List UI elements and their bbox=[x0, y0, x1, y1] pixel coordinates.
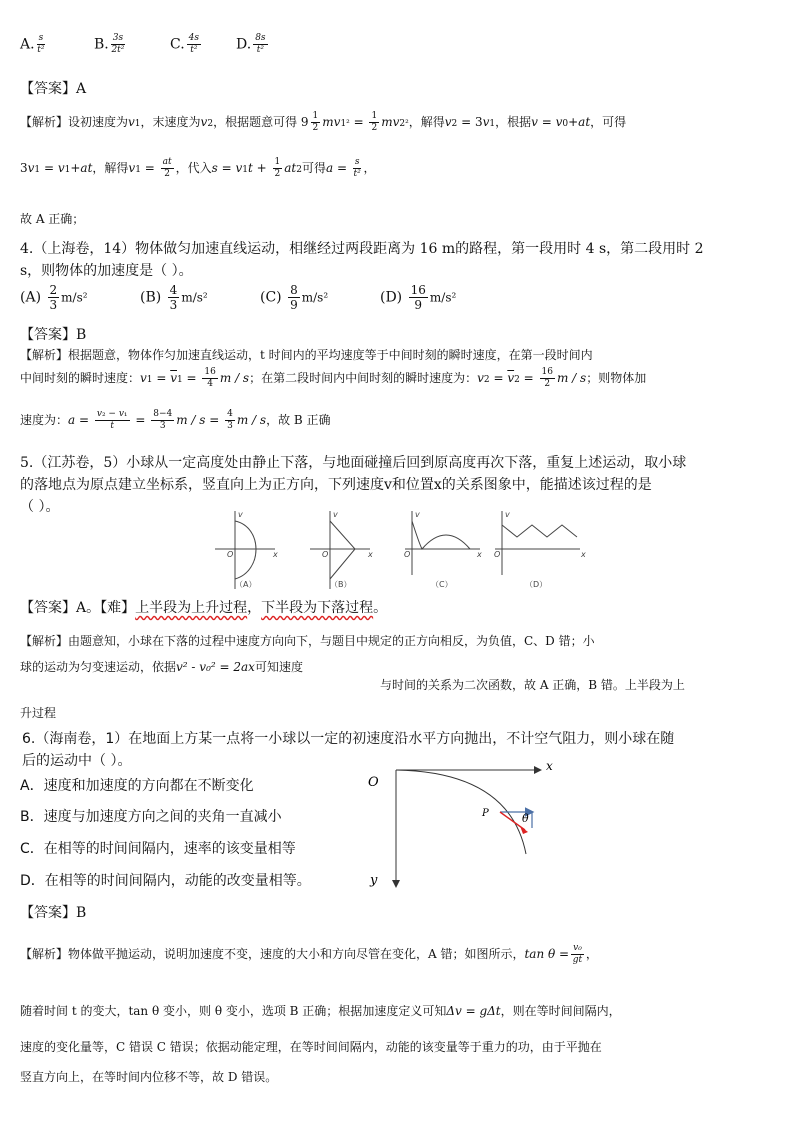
figure-angle-label: θ bbox=[522, 812, 529, 825]
graph-b-label: （B） bbox=[330, 580, 352, 589]
q6-stem-line1: 6.（海南卷，1）在地面上方某一点将一小球以一定的初速度沿水平方向抛出，不计空气阻力，则小球在随 bbox=[22, 731, 675, 747]
q4-option-a: (A) $\frac{2}{3}$ m/s² bbox=[20, 283, 88, 312]
prev-conclusion: 故 A 正确； bbox=[20, 212, 85, 226]
figure-y-label: y bbox=[370, 873, 378, 888]
q5-stem-line1: 5.（江苏卷，5）小球从一定高度处由静止下落，与地面碰撞后回到原高度再次下落，重复上述运动，取小球 bbox=[20, 455, 687, 471]
q4-analysis-line3: 速度为：a = $\frac{\text{v₂ − v₁}}{t}$ = $\frac{8-4}{3}$ m / s = $\frac{4}{3}$ m / s，故 B 正确 bbox=[20, 409, 331, 431]
prev-option-d: D. $\frac{8s}{\text{t²}}$ bbox=[236, 33, 266, 55]
q5-stem-line3: （ ）。 bbox=[20, 499, 60, 515]
prev-options bbox=[20, 28, 320, 58]
q4-stem-line2: s，则物体的加速度是（ ）。 bbox=[20, 263, 193, 279]
prev-analysis-line2: 3v1 = v1+at，解得v1 = $\frac{at}{2}$ ，代入s = v1t + $\frac{1}{2}$ at2可得a = $\frac{s}{\text{t²}}$ ， bbox=[20, 157, 376, 179]
figure-point-label: P bbox=[482, 808, 489, 819]
graph-d-label: （D） bbox=[525, 580, 548, 589]
graph-c-label: （C） bbox=[431, 580, 453, 589]
q5-stem-line2: 的落地点为原点建立坐标系，竖直向上为正方向，下列速度v和位置x的关系图象中，能描述该过程的是 bbox=[20, 477, 652, 493]
q4-analysis-line1: 【解析】根据题意，物体作匀加速直线运动，t 时间内的平均速度等于中间时刻的瞬时速度，在第一段时间内 bbox=[20, 348, 593, 362]
prev-option-c: C. $\frac{4s}{\text{t²}}$ bbox=[170, 33, 200, 55]
q6-option-c: C．在相等的时间间隔内，速率的该变量相等 bbox=[20, 841, 296, 857]
prev-answer: 【答案】A bbox=[20, 81, 87, 97]
q6-projectile-figure bbox=[360, 758, 560, 890]
q6-answer: 【答案】B bbox=[20, 905, 87, 921]
q6-option-b: B．速度与加速度方向之间的夹角一直减小 bbox=[20, 809, 282, 825]
q4-option-b: (B) $\frac{4}{3}$ m/s² bbox=[140, 283, 208, 312]
q6-analysis-line1: 【解析】物体做平抛运动，说明加速度不变，速度的大小和方向尽管在变化，A 错；如图所示，tan θ = $\frac{\text{v₀}}{gt}$ ， bbox=[20, 943, 598, 965]
q4-option-c: (C) $\frac{8}{9}$ m/s² bbox=[260, 283, 329, 312]
q6-stem-line2: 后的运动中（ ）。 bbox=[22, 753, 132, 769]
graph-b-x-label: x bbox=[368, 550, 373, 559]
graph-b-v-label: v bbox=[333, 510, 338, 519]
q5-graphs-figure bbox=[205, 505, 595, 595]
q6-analysis-line2: 随着时间 t 的变大，tan θ 变小，则 θ 变小，选项 B 正确；根据加速度定义可知Δv = gΔt，则在等时间间隔内， bbox=[20, 1004, 621, 1018]
q4-options bbox=[20, 280, 500, 320]
q5-analysis-line2a: 球的运动为匀变速运动，依据v² - v₀² = 2ax可知速度 bbox=[20, 660, 303, 674]
q6-analysis-line4: 竖直方向上，在等时间内位移不等，故 D 错误。 bbox=[20, 1070, 278, 1084]
prev-option-b: B. $\frac{3s}{\text{2t²}}$ bbox=[94, 33, 125, 55]
q5-analysis-line1: 【解析】由题意知，小球在下落的过程中速度方向向下，与题目中规定的正方向相反，为负值，C、D 错；小 bbox=[20, 634, 595, 648]
q4-stem-line1: 4.（上海卷，14）物体做匀加速直线运动，相继经过两段距离为 16 m的路程，第一段用时 4 s，第二段用时 2 bbox=[20, 241, 704, 257]
q4-option-d: (D) $\frac{16}{9}$ m/s² bbox=[380, 283, 457, 312]
prev-analysis-line1: 【解析】设初速度为v1，末速度为v2，根据题意可得 9 $\frac{1}{2}$ mv1² = $\frac{1}{2}$ mv2²，解得v2 = 3v1，根据v = v0+at，可得 bbox=[20, 111, 627, 133]
graph-a-origin: O bbox=[227, 550, 234, 559]
prev-option-a: A. $\frac{s}{\text{t²}}$ bbox=[20, 33, 45, 55]
figure-origin-label: O bbox=[368, 775, 379, 790]
q5-answer-note-b: 下半段为下落过程 bbox=[261, 600, 374, 616]
q4-answer: 【答案】B bbox=[20, 327, 87, 343]
q6-option-a: A．速度和加速度的方向都在不断变化 bbox=[20, 778, 254, 794]
q6-option-d: D．在相等的时间间隔内，动能的改变量相等。 bbox=[20, 873, 311, 889]
q5-answer-note-a: 上半段为上升过程 bbox=[135, 600, 248, 616]
graph-d-v-label: v bbox=[505, 510, 510, 519]
graph-b-origin: O bbox=[322, 550, 329, 559]
graph-a-label: （A） bbox=[235, 580, 257, 589]
graph-c-x-label: x bbox=[477, 550, 482, 559]
figure-x-label: x bbox=[546, 759, 553, 773]
q5-analysis-line3: 升过程 bbox=[20, 706, 57, 720]
graph-d-x-label: x bbox=[581, 550, 586, 559]
graph-c-v-label: v bbox=[415, 510, 420, 519]
graph-d-origin: O bbox=[494, 550, 501, 559]
graph-a-v-label: v bbox=[238, 510, 243, 519]
q4-analysis-line2: 中间时刻的瞬时速度：$v1 = \overline{v}1$ = $\frac{16}{4}$ m / s；在第二段时间内中间时刻的瞬时速度为：$v2 = \overline{v}2$ = $\frac{16}{2}$ m / s；则物体加 bbox=[20, 367, 647, 389]
q5-analysis-line2c: 与时间的关系为二次函数，故 A 正确，B 错。上半段为上 bbox=[380, 678, 685, 692]
q5-answer: 【答案】A。【难】上半段为上升过程，下半段为下落过程。 bbox=[20, 600, 388, 616]
q6-analysis-line3: 速度的变化量等，C 错误 C 错误；依据动能定理，在等时间间隔内，动能的该变量等于重力的功，由于平抛在 bbox=[20, 1040, 602, 1054]
graph-c-origin: O bbox=[404, 550, 411, 559]
graph-a-x-label: x bbox=[273, 550, 278, 559]
